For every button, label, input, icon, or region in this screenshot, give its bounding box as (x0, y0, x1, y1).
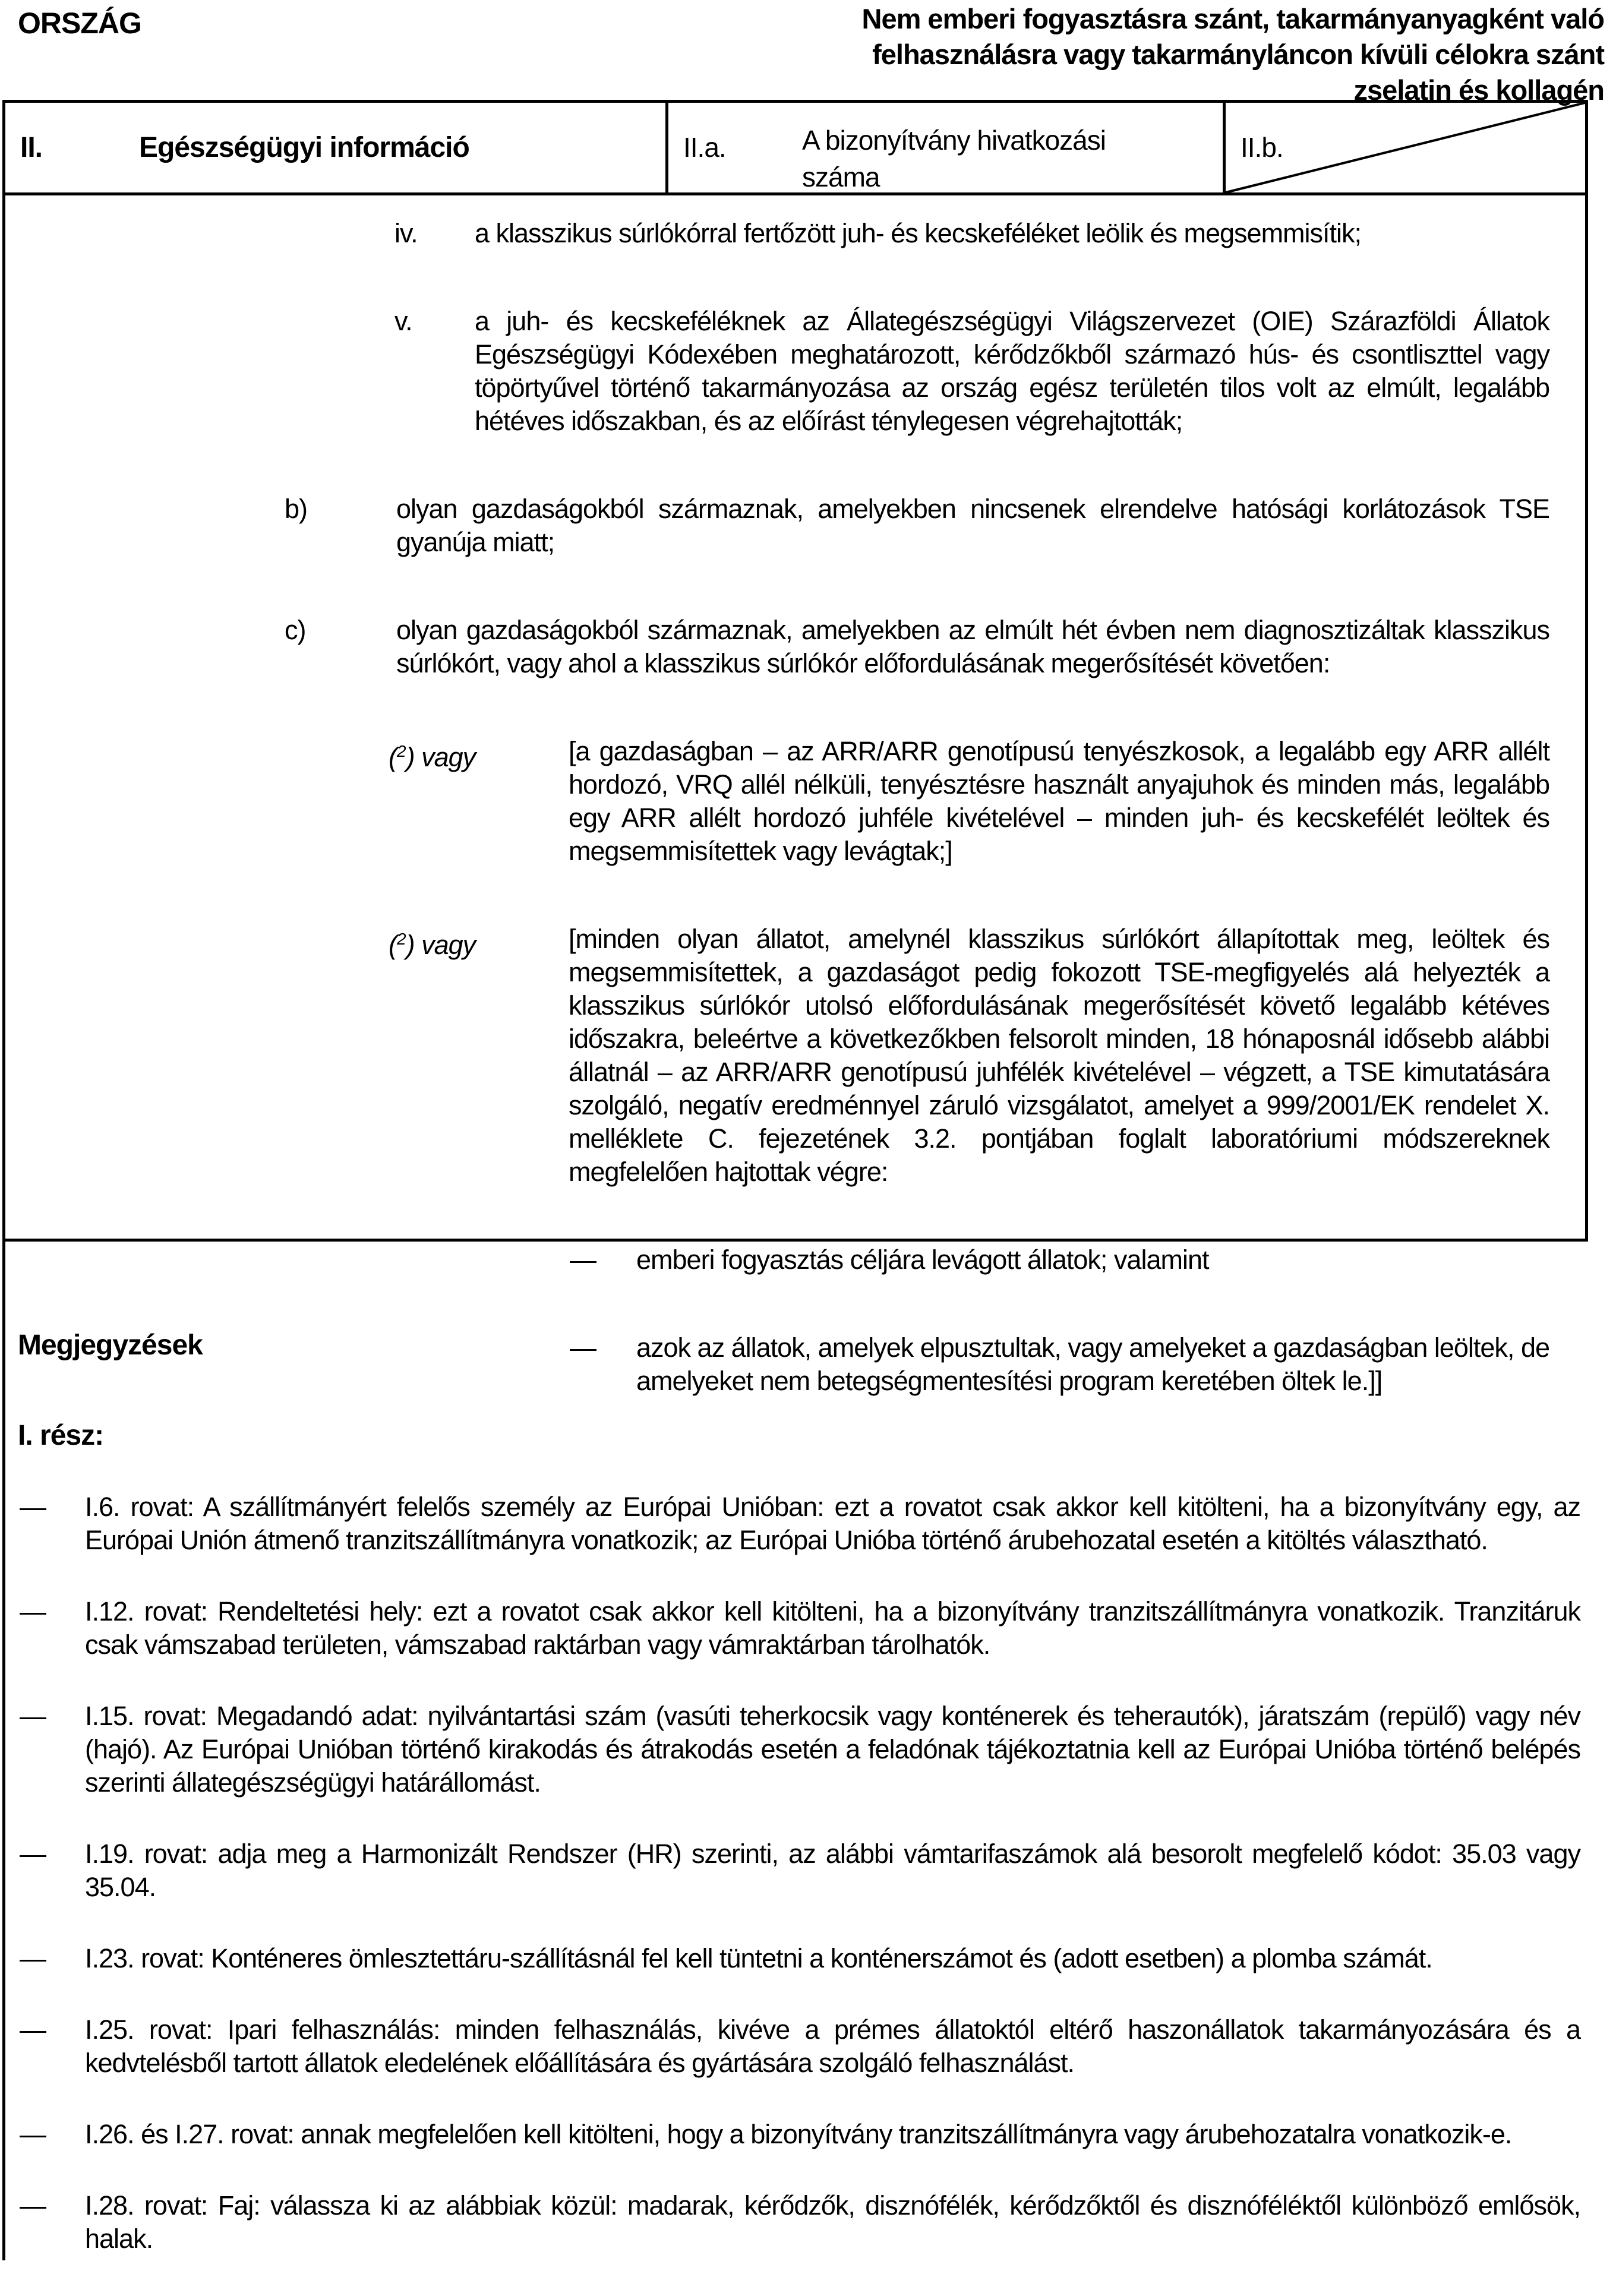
clause-iv-text: a klasszikus súrlókórral fertőzött juh- és kecskeféléket leölik és megsemmisítik; (475, 218, 1362, 248)
dash-bullet: — (20, 2014, 46, 2045)
local-reference-cell (1226, 103, 1585, 192)
note-box-i15 (0, 1700, 1580, 1799)
clause-v (5, 305, 1549, 438)
clause-c (5, 614, 1549, 680)
note-box-i15-text: I.15. rovat: Megadandó adat: nyilvántartási szám (vasúti teherkocsik vagy konténerek és teherautók), járatszám (repülő) vagy név (hajó). Az Európai Unióban történő kirakodás és átrakodás esetén a feladónak tájékoztatnia kell az Európai Unióba történő belépés szerinti állategészségügyi határállomást. (85, 1701, 1580, 1798)
note-box-i25 (0, 2013, 1580, 2080)
clause-v-text: a juh- és kecskeféléknek az Állategészségügyi Világszervezet (OIE) Szárazföldi Állatok Egészségügyi Kódexében meghatározott, kérődzőkből származó hús- és csontliszttel vagy töpörtyűvel történő takarmányozása az ország egész területén tilos volt az elmúlt, legalább hétéves időszakban, és az előírást ténylegesen végrehajtották; (475, 306, 1549, 436)
clause-v-label: v. (394, 306, 412, 336)
indent-item-2-text: azok az állatok, amelyek elpusztultak, vagy amelyeket a gazdaságban leöltek, de amelyeket nem betegségmentesítési program keretében öltek le.]] (636, 1332, 1549, 1396)
note-box-i23-text: I.23. rovat: Konténeres ömlesztettáru-szállításnál fel kell tüntetni a konténerszámot és (adott esetben) a plomba számát. (85, 1943, 1432, 1973)
document-title-line: Nem emberi fogyasztásra szánt, takarmányanyagként való (861, 3, 1604, 34)
note-box-i12 (0, 1595, 1580, 1662)
dash-bullet: — (570, 1332, 596, 1363)
part-one-heading: I. rész: (18, 1420, 104, 1451)
note-box-i12-text: I.12. rovat: Rendeltetési hely: ezt a rovatot csak akkor kell kitölteni, ha a bizonyítvány tranzitszállítmányra vonatkozik. Tranzitáruk csak vámszabad területen, vámszabad raktárban vagy vámraktárban tárolhatók. (85, 1596, 1580, 1660)
alternative-clause-1 (5, 735, 1549, 868)
clause-iv-label: iv. (394, 218, 418, 248)
dash-bullet: — (20, 2190, 46, 2221)
health-information-header-cell (5, 103, 668, 192)
clause-c-label: c) (285, 615, 306, 645)
local-number: II.b. (1241, 132, 1283, 163)
note-box-i28 (0, 2189, 1580, 2256)
note-box-i6 (0, 1490, 1580, 1557)
dash-bullet: — (20, 1701, 46, 1731)
note-box-i26-i27 (0, 2118, 1580, 2151)
dash-bullet: — (570, 1245, 596, 1275)
dash-bullet: — (20, 1839, 46, 1869)
diagonal-strikethrough-line (1226, 103, 1585, 192)
certificate-reference-cell (668, 103, 1226, 192)
notes-heading: Megjegyzések (18, 1329, 203, 1361)
clause-c-text: olyan gazdaságokból származnak, amelyekben az elmúlt hét évben nem diagnosztizáltak klasszikus súrlókórt, vagy ahol a klasszikus súrlókór előfordulásának megerősítését követően: (396, 615, 1549, 678)
note-box-i23 (0, 1942, 1580, 1975)
alternative-clause-1-text: [a gazdaságban – az ARR/ARR genotípusú tenyészkosok, a legalább egy ARR allélt hordozó, VRQ allél nélküli, tenyésztésre használt anyajuhok és minden más, legalább egy ARR allélt hordozó juhféle kivételével – minden juh- és kecskefélét leöltek és megsemmisítettek vagy levágtak;] (569, 736, 1549, 866)
dash-bullet: — (20, 1943, 46, 1973)
document-title (713, 1, 1604, 108)
note-box-i28-text: I.28. rovat: Faj: válassza ki az alábbiak közül: madarak, kérődzők, disznófélék, kérődzőktől és disznóféléktől különböző emlősök, halak. (85, 2190, 1580, 2254)
section-label: Egészségügyi információ (139, 132, 469, 163)
alternative-clause-2-label: ($^2$) vagy (389, 930, 476, 960)
section-number: II. (20, 132, 43, 163)
notes-section (0, 1239, 1616, 2256)
note-box-i19 (0, 1837, 1580, 1904)
table-header-row (5, 103, 1585, 195)
ref-number: II.a. (683, 132, 726, 163)
alternative-clause-2 (5, 923, 1549, 1189)
clause-b (5, 492, 1549, 559)
clause-iv (5, 217, 1549, 250)
alternative-clause-1-label: ($^2$) vagy (389, 742, 476, 772)
alternative-clause-2-text: [minden olyan állatot, amelynél klasszikus súrlókórt állapítottak meg, leöltek és megsemmisítettek, a gazdaságot pedig fokozott TSE-megfigyelés alá helyezték a klasszikus súrlókór utolsó előfordulásának megerősítését követő legalább kétéves időszakra, beleértve a következőkben felsorolt minden, 18 hónaposnál idősebb alábbi állatnál – az ARR/ARR genotípusú juhfélék kivételével – végzett, a TSE kimutatására szolgáló, negatív eredménnyel záruló vizsgálatot, amelyet a 999/2001/EK rendelet X. melléklete C. fejezetének 3.2. pontjában foglalt laboratóriumi módszereknek megfelelően hajtottak végre: (569, 924, 1549, 1187)
dash-bullet: — (20, 1596, 46, 1627)
note-box-i19-text: I.19. rovat: adja meg a Harmonizált Rendszer (HR) szerinti, az alábbi vámtarifaszámok alá besorolt megfelelő kódot: 35.03 vagy 35.04. (85, 1839, 1580, 1902)
dash-bullet: — (20, 2119, 46, 2149)
indent-item-1-text: emberi fogyasztás céljára levágott állatok; valamint (636, 1245, 1209, 1275)
note-box-i6-text: I.6. rovat: A szállítmányért felelős személy az Európai Unióban: ezt a rovatot csak akkor kell kitölteni, ha a bizonyítvány egy, az Európai Unión átmenő tranzitszállítmányra vonatkozik; az Európai Unióba történő árubehozatal esetén a kitöltés választható. (85, 1492, 1580, 1555)
clause-b-label: b) (285, 494, 308, 524)
dash-bullet: — (20, 1492, 46, 1522)
ref-label: A bizonyítvány hivatkozási száma (802, 125, 1106, 192)
note-box-i25-text: I.25. rovat: Ipari felhasználás: minden felhasználás, kivéve a prémes állatoktól eltérő haszonállatok takarmányozására és a kedvtelésből tartott állatok eledelének előállítására és gyártására szolgáló felhasználást. (85, 2014, 1580, 2078)
clause-b-text: olyan gazdaságokból származnak, amelyekben nincsenek elrendelve hatósági korlátozások TSE gyanúja miatt; (396, 494, 1549, 557)
country-label: ORSZÁG (18, 7, 141, 40)
note-box-i26-i27-text: I.26. és I.27. rovat: annak megfelelően kell kitölteni, hogy a bizonyítvány tranzitszállítmányra vagy árubehozatalra vonatkozik-e. (85, 2119, 1512, 2149)
document-title-line: felhasználásra vagy takarmányláncon kívüli célokra szánt (872, 39, 1604, 70)
document-title-line: zselatin és kollagén (1353, 74, 1604, 106)
